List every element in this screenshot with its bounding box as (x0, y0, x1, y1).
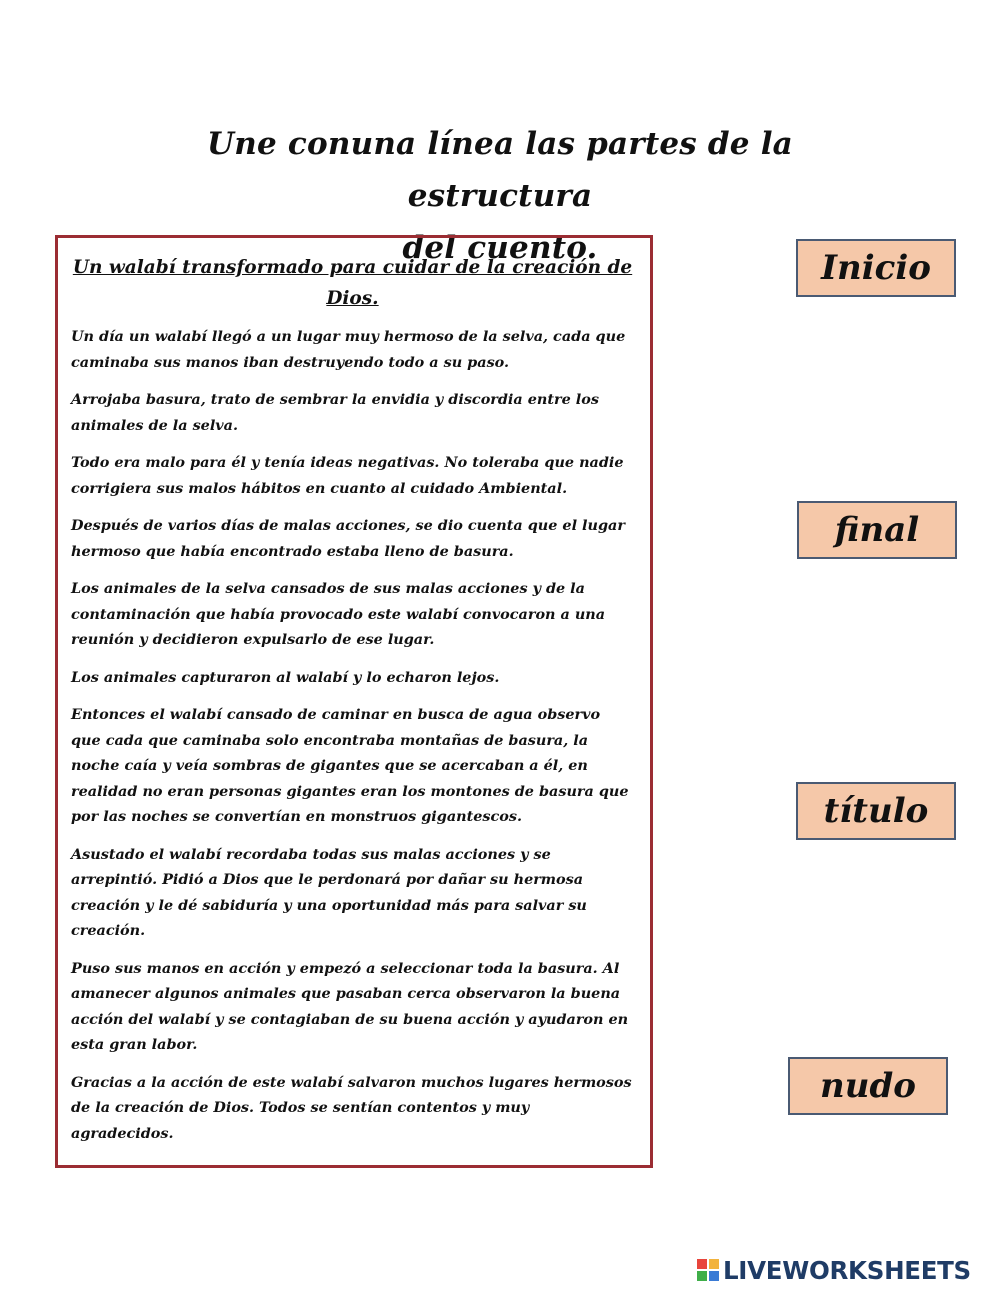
story-box (55, 235, 653, 1168)
story-paragraph: Gracias a la acción de este walabí salvaron muchos lugares hermosos de la creación de Dios. Todos se sentían contentos y muy agradecidos. (71, 1073, 632, 1142)
instruction-line-2: del cuento. (402, 230, 598, 266)
story-paragraph: Puso sus manos en acción y empezó a seleccionar toda la basura. Al amanecer algunos animales que pasaban cerca observaron la buena acción del walabí y se contagiaban de su buena acción y ayudaron en esta gran labor. (71, 959, 629, 1053)
story-paragraph: Asustado el walabí recordaba todas sus malas acciones y se arrepintió. Pidió a Dios que le perdonará por dañar su hermosa creación y le dé sabiduría y una oportunidad más para salvar su creación. (71, 845, 587, 939)
story-paragraph: Todo era malo para él y tenía ideas negativas. No toleraba que nadie corrigiera sus malos hábitos en cuanto al cuidado Ambiental. (71, 454, 624, 497)
liveworksheets-logo-icon (697, 1259, 719, 1281)
label-inicio[interactable]: Inicio (796, 239, 956, 297)
story-paragraph: Los animales de la selva cansados de sus malas acciones y de la contaminación que había provocado este walabí convocaron a una reunión y decidieron expulsarlo de ese lugar. (71, 580, 606, 648)
story-paragraph: Arrojaba basura, trato de sembrar la envidia y discordia entre los animales de la selva. (71, 391, 599, 434)
story-paragraph: Los animales capturaron al walabí y lo echaron lejos. (71, 668, 500, 686)
liveworksheets-branding[interactable] (697, 1255, 971, 1285)
story-paragraph: Después de varios días de malas acciones, se dio cuenta que el lugar hermoso que había encontrado estaba lleno de basura. (71, 517, 625, 560)
story-paragraph: Un día un walabí llegó a un lugar muy hermoso de la selva, cada que caminaba sus manos iban destruyendo todo a su paso. (71, 328, 626, 371)
liveworksheets-text: LIVEWORKSHEETS (723, 1255, 971, 1285)
instruction-line-1: Une conuna línea las partes de la estructura (207, 126, 793, 214)
label-final[interactable]: final (797, 501, 957, 559)
story-title: Un walabí transformado para cuidar de la creación de Dios. (72, 257, 633, 309)
label-titulo[interactable]: título (796, 782, 956, 840)
label-nudo[interactable]: nudo (788, 1057, 948, 1115)
story-paragraph: Entonces el walabí cansado de caminar en busca de agua observo que cada que caminaba solo encontraba montañas de basura, la noche caía y veía sombras de gigantes que se acercaban a él, en realidad no eran personas gigantes eran los montones de basura que por las noches se convertían en monstruos gigantescos. (71, 706, 629, 825)
